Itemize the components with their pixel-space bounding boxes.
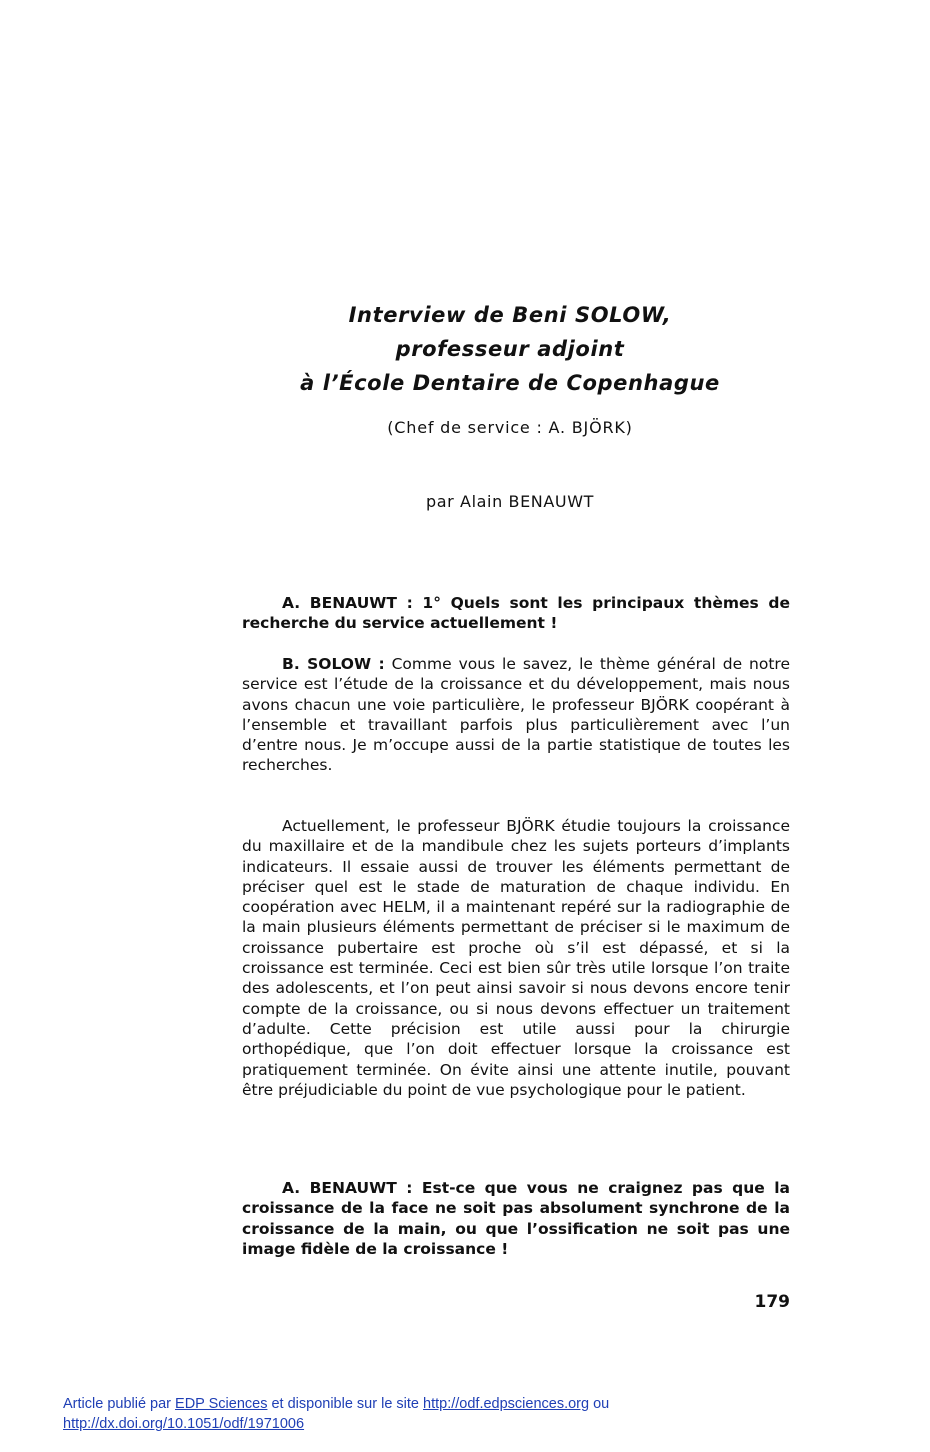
title-line-1: Interview de Beni SOLOW, bbox=[348, 303, 672, 327]
publication-footer bbox=[63, 1394, 883, 1434]
title-line-3: à l’École Dentaire de Copenhague bbox=[300, 371, 720, 395]
question-1 bbox=[242, 593, 790, 634]
doi-link[interactable]: http://dx.doi.org/10.1051/odf/1971006 bbox=[63, 1416, 305, 1432]
question-2-speaker: A. BENAUWT : bbox=[282, 1179, 413, 1197]
question-2-text: Est-ce que vous ne craignez pas que la croissance de la face ne soit pas absolument synchrone de la croissance de la main, ou que l’ossification ne soit pas une image fidèle de la croissance ! bbox=[242, 1179, 791, 1258]
answer-1-paragraph-2 bbox=[242, 816, 790, 1100]
question-1-speaker: A. BENAUWT : bbox=[282, 594, 413, 612]
footer-middle: et disponible sur le site bbox=[267, 1396, 424, 1412]
title-line-2: professeur adjoint bbox=[395, 337, 625, 361]
answer-1-text: Comme vous le savez, le thème général de notre service est l’étude de la croissance et du développement, mais nous avons chacun une voie particulière, le professeur BJÖRK coopérant à l’ensemble et travaillant parfois plus particulièrement avec l’un d’entre nous. Je m’occupe aussi de la partie statistique de toutes les recherches. bbox=[242, 655, 790, 775]
footer-prefix: Article publié par bbox=[63, 1396, 176, 1412]
page-number: 179 bbox=[754, 1292, 790, 1312]
question-1-text: 1° Quels sont les principaux thèmes de recherche du service actuellement ! bbox=[242, 594, 790, 633]
paragraph-2-text: Actuellement, le professeur BJÖRK étudie toujours la croissance du maxillaire et de la mandibule chez les sujets porteurs d’implants indicateurs. Il essaie aussi de trouver les éléments permettant de préciser quel est le stade de maturation de chaque individu. En coopération avec HELM, il a maintenant repéré sur la radiographie de la main plusieurs éléments permettant de préciser si le maximum de croissance pubertaire est proche où s’il est dépassé, et si la croissance est terminée. Ceci est bien sûr très utile lorsque l’on traite des adolescents, et l’on peut ainsi savoir si nous devons encore tenir compte de la croissance, ou si nous devons effectuer un traitement d’adulte. Cette précision est utile aussi pour la chirurgie orthopédique, que l’on doit effectuer lorsque la croissance est pratiquement terminée. On évite ainsi une attente inutile, pouvant être préjudiciable du point de vue psychologique pour le patient. bbox=[242, 817, 790, 1099]
article-title bbox=[240, 298, 780, 400]
site-link[interactable]: http://odf.edpsciences.org bbox=[423, 1396, 590, 1412]
footer-suffix: ou bbox=[589, 1396, 610, 1412]
article-subtitle: (Chef de service : A. BJÖRK) bbox=[387, 418, 633, 437]
publisher-link[interactable]: EDP Sciences bbox=[175, 1396, 268, 1412]
question-2 bbox=[242, 1178, 790, 1259]
article-byline: par Alain BENAUWT bbox=[426, 492, 594, 511]
answer-1-speaker: B. SOLOW : bbox=[282, 655, 385, 673]
answer-1 bbox=[242, 654, 790, 776]
